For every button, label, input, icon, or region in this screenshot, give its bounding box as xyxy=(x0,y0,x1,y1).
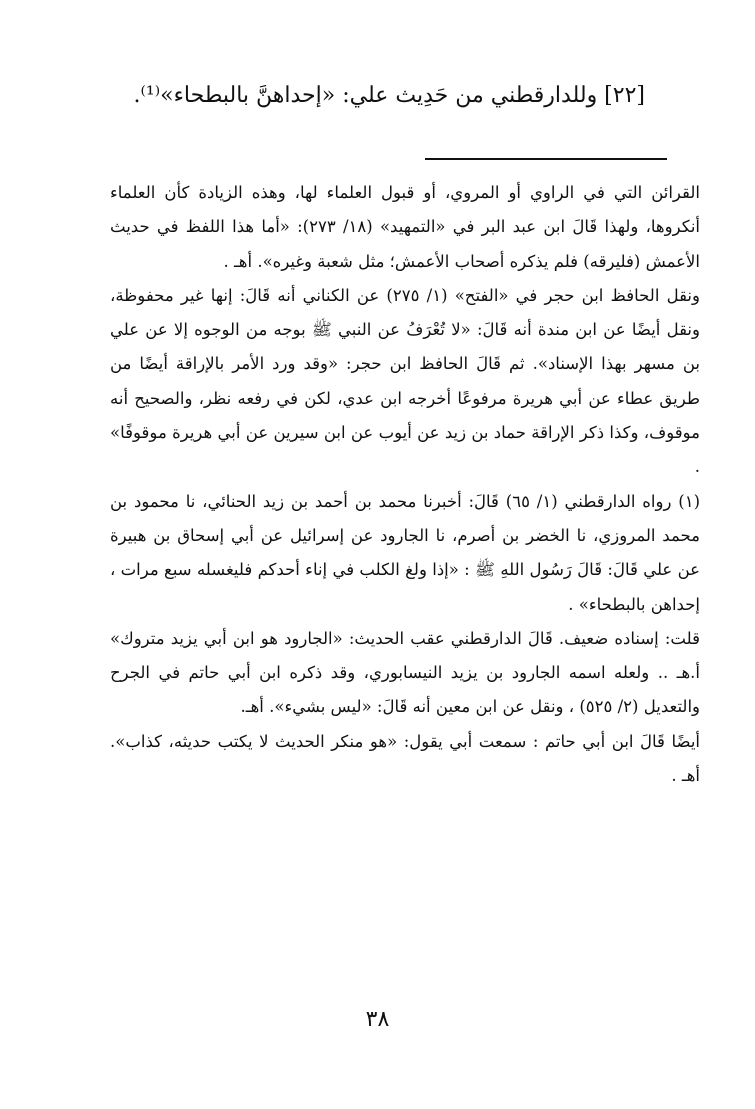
paragraph-grading: قلت: إسناده ضعيف. قَالَ الدارقطني عقب الحديث: «الجارود هو ابن أبي يزيد متروك» أ.هـ .. ولعله اسمه الجارود بن يزيد النيسابوري، وقد ذكره ابن أبي حاتم في الجرح والتعديل (٢/ ٥٢٥) ، ونقل عن ابن معين أنه قَالَ: «ليس بشيء». أهـ. xyxy=(110,628,700,717)
hadith-heading: [٢٢] وللدارقطني من حَدِيث علي: «إحداهنَّ بالبطحاء»⁽¹⁾. xyxy=(133,83,645,108)
page-body xyxy=(110,176,700,793)
footnote-1: (١) رواه الدارقطني (١/ ٦٥) قَالَ: أخبرنا محمد بن أحمد بن زيد الحنائي، نا محمود بن محمد المروزي، نا الخضر بن أصرم، نا الجارود عن إسرائيل عن أبي إسحاق بن هبيرة عن علي قَالَ: قَالَ رَسُول اللهِ ﷺ : «إذا ولغ الكلب في إناء أحدكم فليغسله سبع مرات ، إحداهن بالبطحاء» . xyxy=(110,491,701,614)
footnote-separator xyxy=(425,158,667,160)
paragraph-continuation: القرائن التي في الراوي أو المروي، أو قبول العلماء لها، وهذه الزيادة كأن العلماء أنكروها، ولهذا قَالَ ابن عبد البر في «التمهيد» (١٨/ ٢٧٣): «أما هذا اللفظ في حديث الأعمش (فليرقه) فلم يذكره أصحاب الأعمش؛ مثل شعبة وغيره». أهـ . xyxy=(110,183,700,271)
paragraph-ibn-hajar: ونقل الحافظ ابن حجر في «الفتح» (١/ ٢٧٥) عن الكناني أنه قَالَ: إنها غير محفوظة، ونقل أيضًا عن ابن مندة أنه قَالَ: «لا تُعْرَفُ عن النبي ﷺ بوجه من الوجوه إلا عن علي بن مسهر بهذا الإسناد». ثم قَالَ الحافظ ابن حجر: «وقد ورد الأمر بالإراقة أيضًا من طريق عطاء عن أبي هريرة مرفوعًا أخرجه ابن عدي، لكن في رفعه نظر، والصحيح أنه موقوف، وكذا ذكر الإراقة حماد بن زيد عن أيوب عن ابن سيرين عن أبي هريرة موقوفًا» . xyxy=(110,285,700,477)
page-number: ٣٨ xyxy=(365,1007,390,1032)
paragraph-ibn-abi-hatim: أيضًا قَالَ ابن أبي حاتم : سمعت أبي يقول: «هو منكر الحديث لا يكتب حديثه، كذاب». أهـ . xyxy=(110,731,700,786)
